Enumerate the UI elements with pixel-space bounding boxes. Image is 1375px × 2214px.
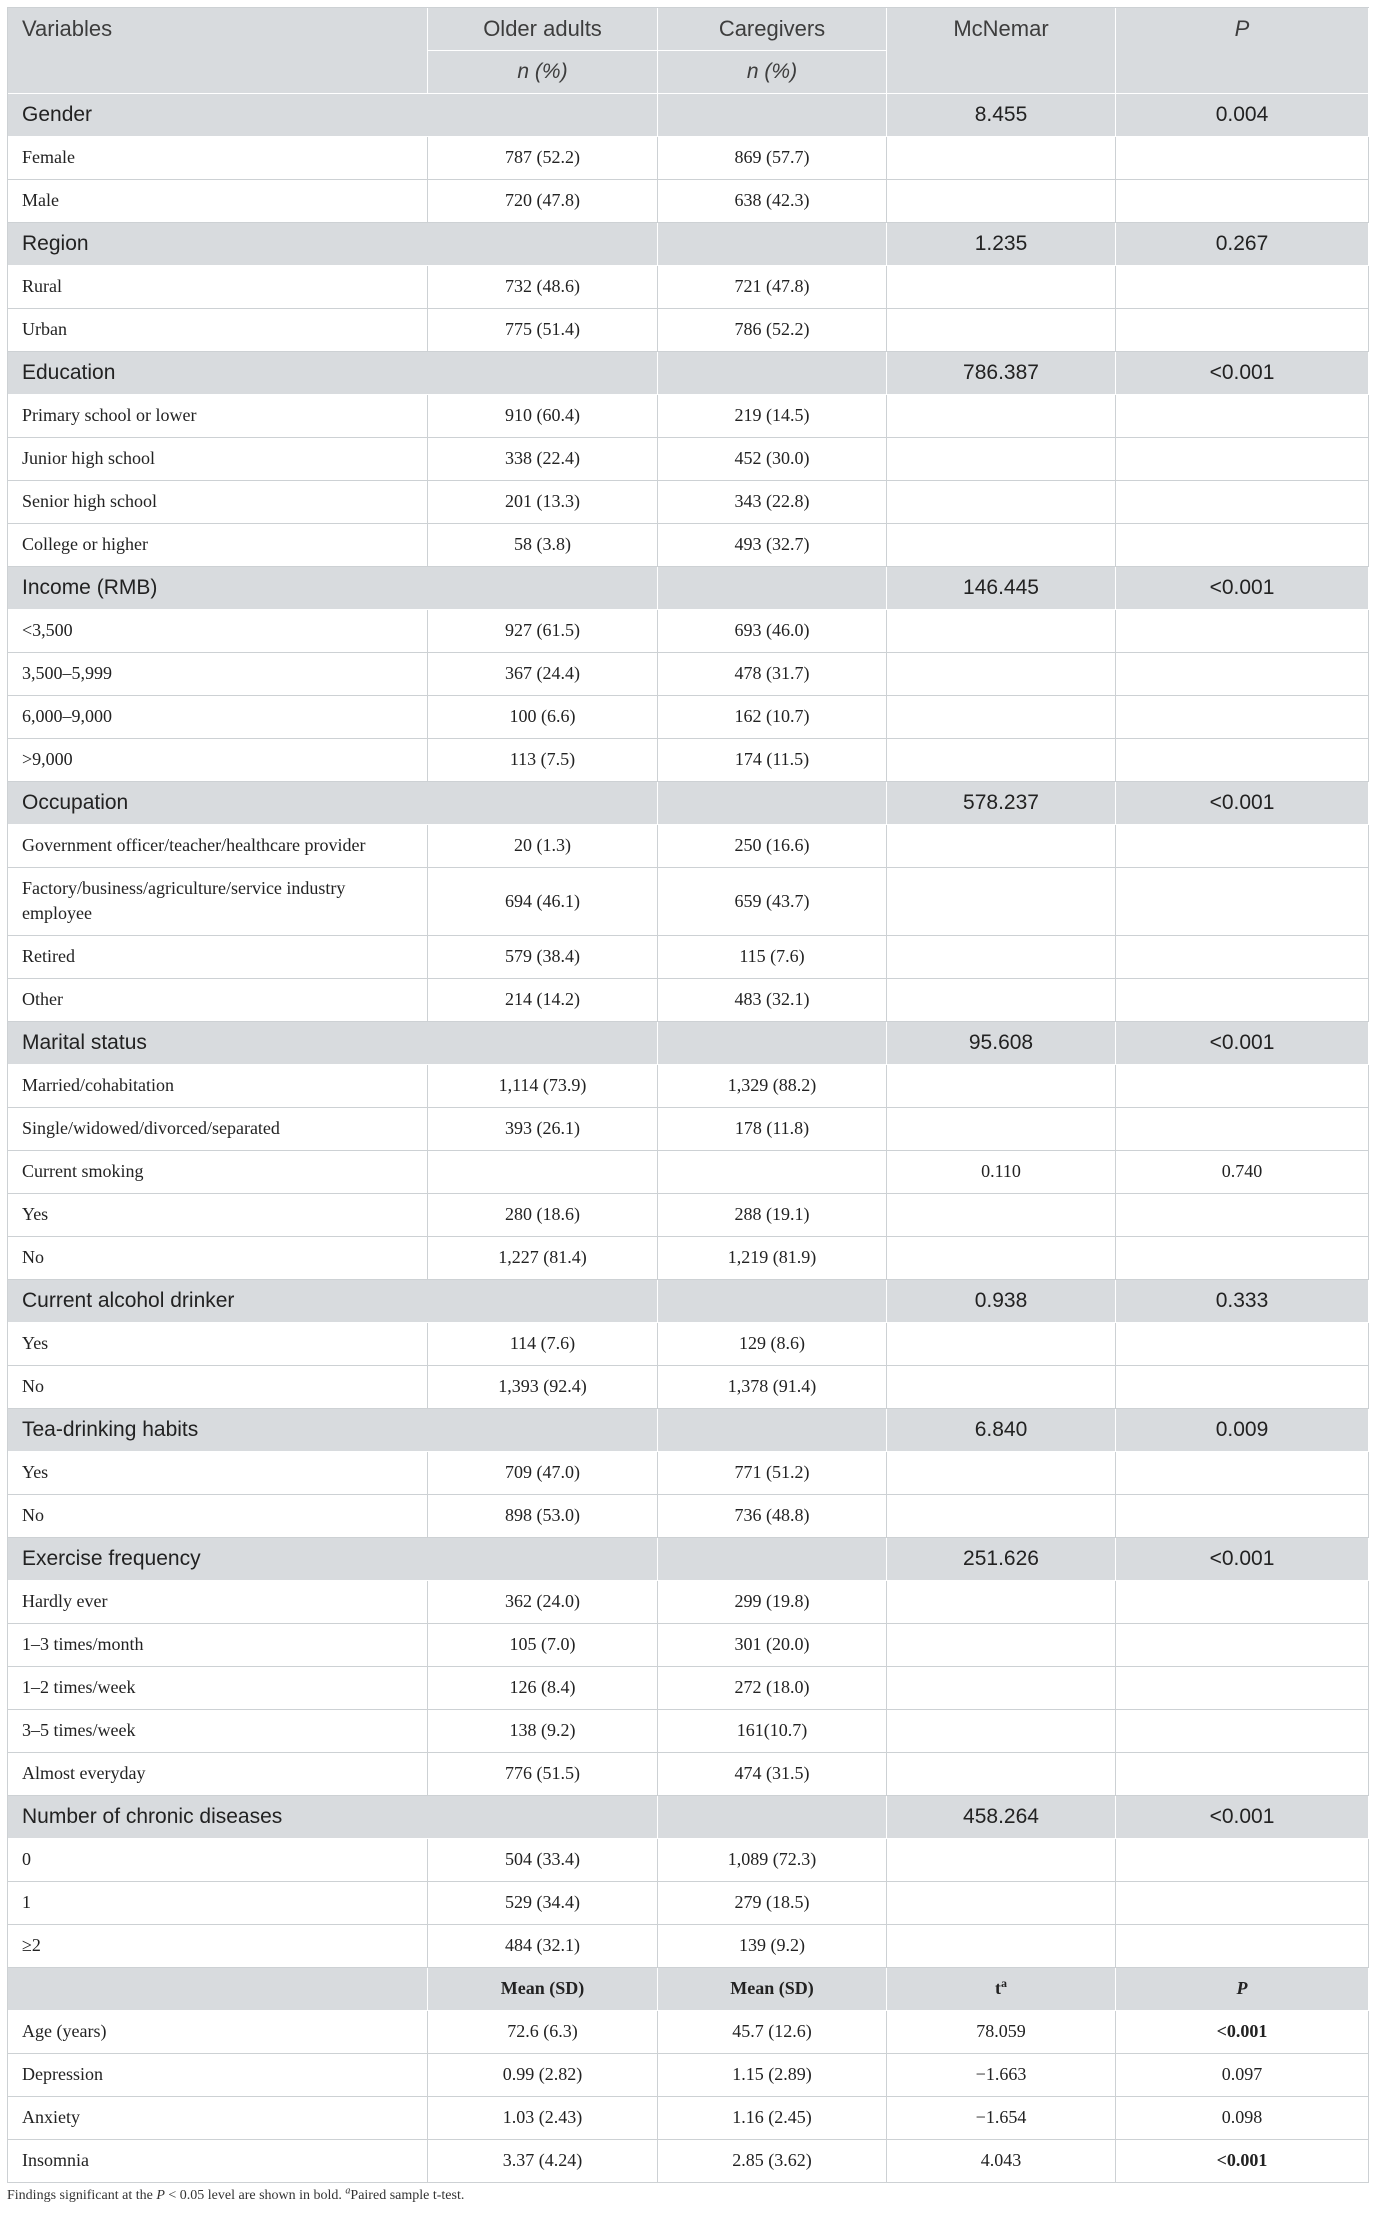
older-adults-value: 393 (26.1): [428, 1108, 658, 1151]
older-adults-value: 338 (22.4): [428, 438, 658, 481]
p-value: [1116, 266, 1369, 309]
older-adults-value: 367 (24.4): [428, 653, 658, 696]
older-adults-value: 1,114 (73.9): [428, 1065, 658, 1108]
table-row: [8, 2140, 1369, 2183]
caregivers-value: 659 (43.7): [658, 868, 887, 936]
p-value: [1116, 696, 1369, 739]
p-value: [1116, 936, 1369, 979]
p-value: [1116, 1452, 1369, 1495]
section-row: [8, 567, 1369, 610]
table-row: [8, 309, 1369, 352]
header-t-statistic: [887, 1968, 1116, 2011]
table-row: [8, 438, 1369, 481]
mcnemar-value: [887, 395, 1116, 438]
variable-label: 3–5 times/week: [8, 1710, 428, 1753]
t-statistic-value: 78.059: [887, 2011, 1116, 2054]
variable-label: 1–3 times/month: [8, 1624, 428, 1667]
table-row: [8, 1452, 1369, 1495]
table-row: [8, 2097, 1369, 2140]
table-row: [8, 739, 1369, 782]
p-value: <0.001: [1116, 1022, 1369, 1065]
p-value: <0.001: [1116, 352, 1369, 395]
variable-label: Retired: [8, 936, 428, 979]
variable-label: Yes: [8, 1194, 428, 1237]
older-adults-value: 776 (51.5): [428, 1753, 658, 1796]
mcnemar-value: [887, 180, 1116, 223]
table-row: [8, 1108, 1369, 1151]
t-statistic-footnote-mark: a: [1001, 1976, 1007, 1990]
p-value: <0.001: [1116, 1538, 1369, 1581]
caregivers-value: 1,329 (88.2): [658, 1065, 887, 1108]
table-row: [8, 653, 1369, 696]
table-footnote: [7, 2187, 1368, 2205]
older-adults-value: 720 (47.8): [428, 180, 658, 223]
older-adults-value: 113 (7.5): [428, 739, 658, 782]
section-label: Current alcohol drinker: [8, 1280, 658, 1323]
mcnemar-value: [887, 1065, 1116, 1108]
mcnemar-value: 458.264: [887, 1796, 1116, 1839]
section-label: Region: [8, 223, 658, 266]
mcnemar-value: [887, 309, 1116, 352]
older-adults-value: 126 (8.4): [428, 1667, 658, 1710]
variable-label: 3,500–5,999: [8, 653, 428, 696]
table-row: [8, 1882, 1369, 1925]
mcnemar-value: [887, 1366, 1116, 1409]
caregivers-value: 638 (42.3): [658, 180, 887, 223]
variable-label: Insomnia: [8, 2140, 428, 2183]
table-row: [8, 825, 1369, 868]
older-adults-value: 58 (3.8): [428, 524, 658, 567]
p-value: [1116, 524, 1369, 567]
header-row-main: [8, 8, 1369, 51]
table-row: [8, 1194, 1369, 1237]
variable-label: Yes: [8, 1323, 428, 1366]
older-adults-value: 138 (9.2): [428, 1710, 658, 1753]
table-row: [8, 1323, 1369, 1366]
empty-cell: [658, 782, 887, 825]
p-value: [1116, 1194, 1369, 1237]
empty-cell: [658, 567, 887, 610]
mcnemar-value: 6.840: [887, 1409, 1116, 1452]
table-row: [8, 1065, 1369, 1108]
variable-label: Rural: [8, 266, 428, 309]
table-row: [8, 1753, 1369, 1796]
t-statistic-value: −1.663: [887, 2054, 1116, 2097]
header-mcnemar: McNemar: [887, 8, 1116, 94]
variable-label: Almost everyday: [8, 1753, 428, 1796]
p-value: [1116, 137, 1369, 180]
p-value: [1116, 1882, 1369, 1925]
older-adults-value: 787 (52.2): [428, 137, 658, 180]
variable-label: Hardly ever: [8, 1581, 428, 1624]
section-row: [8, 782, 1369, 825]
header-older-adults-mean: Mean (SD): [428, 1968, 658, 2011]
p-value: [1116, 739, 1369, 782]
section-label: Marital status: [8, 1022, 658, 1065]
variable-label: >9,000: [8, 739, 428, 782]
older-adults-value: 694 (46.1): [428, 868, 658, 936]
mcnemar-value: [887, 137, 1116, 180]
footnote-p-symbol: P: [156, 2188, 165, 2203]
older-adults-value: 898 (53.0): [428, 1495, 658, 1538]
section-row: [8, 1538, 1369, 1581]
footnote-mark: a: [345, 2185, 351, 2197]
empty-cell: [658, 1280, 887, 1323]
caregivers-value: 161(10.7): [658, 1710, 887, 1753]
caregivers-value: 493 (32.7): [658, 524, 887, 567]
mcnemar-value: 786.387: [887, 352, 1116, 395]
p-value: <0.001: [1116, 2011, 1369, 2054]
empty-cell: [658, 94, 887, 137]
older-adults-value: 910 (60.4): [428, 395, 658, 438]
variable-label: 6,000–9,000: [8, 696, 428, 739]
mcnemar-value: 95.608: [887, 1022, 1116, 1065]
p-value: [1116, 1624, 1369, 1667]
caregivers-value: 343 (22.8): [658, 481, 887, 524]
demographics-table: [7, 7, 1369, 2183]
variable-label: No: [8, 1366, 428, 1409]
variable-label: No: [8, 1237, 428, 1280]
p-value: 0.333: [1116, 1280, 1369, 1323]
older-adults-value: 504 (33.4): [428, 1839, 658, 1882]
older-adults-value: 201 (13.3): [428, 481, 658, 524]
p-value: [1116, 653, 1369, 696]
p-value: [1116, 1366, 1369, 1409]
table-row: [8, 524, 1369, 567]
older-adults-value: 280 (18.6): [428, 1194, 658, 1237]
section-label: Gender: [8, 94, 658, 137]
older-adults-value: 72.6 (6.3): [428, 2011, 658, 2054]
header-older-adults-unit: n (%): [428, 51, 658, 94]
p-value: <0.001: [1116, 1796, 1369, 1839]
mcnemar-value: [887, 1237, 1116, 1280]
caregivers-value: 219 (14.5): [658, 395, 887, 438]
older-adults-value: 927 (61.5): [428, 610, 658, 653]
header-caregivers-unit: n (%): [658, 51, 887, 94]
older-adults-value: 20 (1.3): [428, 825, 658, 868]
mcnemar-value: [887, 868, 1116, 936]
empty-cell: [658, 352, 887, 395]
mcnemar-value: [887, 696, 1116, 739]
mcnemar-value: [887, 1882, 1116, 1925]
caregivers-value: 721 (47.8): [658, 266, 887, 309]
caregivers-value: 45.7 (12.6): [658, 2011, 887, 2054]
table-row: [8, 1624, 1369, 1667]
caregivers-value: 162 (10.7): [658, 696, 887, 739]
variable-label: Yes: [8, 1452, 428, 1495]
table-row: [8, 1839, 1369, 1882]
variable-label: 0: [8, 1839, 428, 1882]
p-value: [1116, 1108, 1369, 1151]
mcnemar-value: [887, 1323, 1116, 1366]
section-row: [8, 1280, 1369, 1323]
older-adults-value: 100 (6.6): [428, 696, 658, 739]
table-row: [8, 1925, 1369, 1968]
older-adults-value: 3.37 (4.24): [428, 2140, 658, 2183]
variable-label: Anxiety: [8, 2097, 428, 2140]
older-adults-value: 529 (34.4): [428, 1882, 658, 1925]
p-value: [1116, 1495, 1369, 1538]
p-value: [1116, 1323, 1369, 1366]
table-row: [8, 936, 1369, 979]
mcnemar-value: [887, 610, 1116, 653]
mcnemar-value: [887, 1581, 1116, 1624]
older-adults-value: 1,393 (92.4): [428, 1366, 658, 1409]
caregivers-value: 771 (51.2): [658, 1452, 887, 1495]
header-older-adults: Older adults: [428, 8, 658, 51]
table-row: [8, 137, 1369, 180]
variable-label: ≥2: [8, 1925, 428, 1968]
caregivers-value: [658, 1151, 887, 1194]
variable-label: 1: [8, 1882, 428, 1925]
variable-label: College or higher: [8, 524, 428, 567]
mcnemar-value: [887, 1925, 1116, 1968]
continuous-header-row: [8, 1968, 1369, 2011]
table-row: [8, 979, 1369, 1022]
mcnemar-value: [887, 481, 1116, 524]
caregivers-value: 1,219 (81.9): [658, 1237, 887, 1280]
variable-label: Depression: [8, 2054, 428, 2097]
header-p: P: [1116, 8, 1369, 94]
caregivers-value: 115 (7.6): [658, 936, 887, 979]
table-row: [8, 1237, 1369, 1280]
header-variables: Variables: [8, 8, 428, 94]
empty-cell: [658, 1538, 887, 1581]
caregivers-value: 452 (30.0): [658, 438, 887, 481]
p-value: 0.098: [1116, 2097, 1369, 2140]
section-label: Occupation: [8, 782, 658, 825]
mcnemar-value: 146.445: [887, 567, 1116, 610]
empty-cell: [658, 1796, 887, 1839]
section-label: Income (RMB): [8, 567, 658, 610]
caregivers-value: 1,378 (91.4): [658, 1366, 887, 1409]
variable-label: Married/cohabitation: [8, 1065, 428, 1108]
mcnemar-value: 8.455: [887, 94, 1116, 137]
variable-label: Male: [8, 180, 428, 223]
caregivers-value: 1.16 (2.45): [658, 2097, 887, 2140]
caregivers-value: 279 (18.5): [658, 1882, 887, 1925]
empty-cell: [658, 1022, 887, 1065]
p-value: [1116, 1065, 1369, 1108]
header-caregivers: Caregivers: [658, 8, 887, 51]
p-value: <0.001: [1116, 2140, 1369, 2183]
empty-cell: [658, 1409, 887, 1452]
p-value: [1116, 1237, 1369, 1280]
table-row: [8, 610, 1369, 653]
caregivers-value: 178 (11.8): [658, 1108, 887, 1151]
mcnemar-value: [887, 1667, 1116, 1710]
table-row: [8, 1366, 1369, 1409]
section-row: [8, 1796, 1369, 1839]
header-continuous-p: P: [1116, 1968, 1369, 2011]
mcnemar-value: [887, 524, 1116, 567]
variable-label: Age (years): [8, 2011, 428, 2054]
p-value: <0.001: [1116, 782, 1369, 825]
p-value: 0.097: [1116, 2054, 1369, 2097]
p-value: [1116, 825, 1369, 868]
mcnemar-value: [887, 739, 1116, 782]
p-value: 0.004: [1116, 94, 1369, 137]
table-row: [8, 180, 1369, 223]
older-adults-value: 1,227 (81.4): [428, 1237, 658, 1280]
caregivers-value: 301 (20.0): [658, 1624, 887, 1667]
caregivers-value: 139 (9.2): [658, 1925, 887, 1968]
caregivers-value: 1,089 (72.3): [658, 1839, 887, 1882]
variable-label: <3,500: [8, 610, 428, 653]
variable-label: Female: [8, 137, 428, 180]
older-adults-value: 114 (7.6): [428, 1323, 658, 1366]
variable-label: Government officer/teacher/healthcare provider: [8, 825, 428, 868]
caregivers-value: 299 (19.8): [658, 1581, 887, 1624]
p-value: 0.740: [1116, 1151, 1369, 1194]
caregivers-value: 250 (16.6): [658, 825, 887, 868]
mcnemar-value: 578.237: [887, 782, 1116, 825]
mcnemar-value: [887, 438, 1116, 481]
footnote-note: Paired sample t-test.: [350, 2188, 465, 2203]
caregivers-value: 288 (19.1): [658, 1194, 887, 1237]
mcnemar-value: [887, 1495, 1116, 1538]
older-adults-value: 1.03 (2.43): [428, 2097, 658, 2140]
older-adults-value: 579 (38.4): [428, 936, 658, 979]
section-row: [8, 223, 1369, 266]
table-row: [8, 395, 1369, 438]
variable-label: Current smoking: [8, 1151, 428, 1194]
caregivers-value: 272 (18.0): [658, 1667, 887, 1710]
variable-label: Factory/business/agriculture/service industry employee: [8, 868, 428, 936]
caregivers-value: 129 (8.6): [658, 1323, 887, 1366]
p-value: 0.267: [1116, 223, 1369, 266]
p-value: [1116, 610, 1369, 653]
older-adults-value: 214 (14.2): [428, 979, 658, 1022]
table-row: [8, 266, 1369, 309]
mcnemar-value: [887, 1194, 1116, 1237]
table-row: [8, 1667, 1369, 1710]
caregivers-value: 174 (11.5): [658, 739, 887, 782]
caregivers-value: 478 (31.7): [658, 653, 887, 696]
p-value: [1116, 979, 1369, 1022]
demographics-table-container: [7, 7, 1368, 2183]
mcnemar-value: [887, 936, 1116, 979]
mcnemar-value: 251.626: [887, 1538, 1116, 1581]
table-row: [8, 868, 1369, 936]
table-row: [8, 1710, 1369, 1753]
p-value: [1116, 1839, 1369, 1882]
p-value: 0.009: [1116, 1409, 1369, 1452]
mcnemar-value: 0.110: [887, 1151, 1116, 1194]
caregivers-value: 869 (57.7): [658, 137, 887, 180]
older-adults-value: 362 (24.0): [428, 1581, 658, 1624]
table-row: [8, 481, 1369, 524]
table-row: [8, 2011, 1369, 2054]
older-adults-value: 732 (48.6): [428, 266, 658, 309]
p-value: [1116, 395, 1369, 438]
older-adults-value: 0.99 (2.82): [428, 2054, 658, 2097]
table-row: [8, 696, 1369, 739]
p-value: [1116, 481, 1369, 524]
mcnemar-value: [887, 1710, 1116, 1753]
older-adults-value: [428, 1151, 658, 1194]
mcnemar-value: [887, 1839, 1116, 1882]
older-adults-value: 484 (32.1): [428, 1925, 658, 1968]
table-header: [8, 8, 1369, 94]
caregivers-value: 483 (32.1): [658, 979, 887, 1022]
caregivers-value: 1.15 (2.89): [658, 2054, 887, 2097]
p-value: [1116, 1667, 1369, 1710]
caregivers-value: 2.85 (3.62): [658, 2140, 887, 2183]
section-row: [8, 1409, 1369, 1452]
variable-label: Junior high school: [8, 438, 428, 481]
p-value: [1116, 1925, 1369, 1968]
section-label: Education: [8, 352, 658, 395]
variable-label: No: [8, 1495, 428, 1538]
table-row: [8, 2054, 1369, 2097]
section-label: Exercise frequency: [8, 1538, 658, 1581]
mcnemar-value: [887, 979, 1116, 1022]
table-body: [8, 94, 1369, 2183]
t-statistic-symbol: t: [995, 1978, 1001, 1998]
p-value: [1116, 438, 1369, 481]
caregivers-value: 474 (31.5): [658, 1753, 887, 1796]
p-value: [1116, 1581, 1369, 1624]
caregivers-value: 736 (48.8): [658, 1495, 887, 1538]
mcnemar-value: [887, 1452, 1116, 1495]
mcnemar-value: [887, 1108, 1116, 1151]
variable-label: Other: [8, 979, 428, 1022]
mcnemar-value: 1.235: [887, 223, 1116, 266]
mcnemar-value: [887, 653, 1116, 696]
p-value: <0.001: [1116, 567, 1369, 610]
p-value: [1116, 1710, 1369, 1753]
variable-label: Primary school or lower: [8, 395, 428, 438]
section-row: [8, 352, 1369, 395]
t-statistic-value: −1.654: [887, 2097, 1116, 2140]
section-label: Tea-drinking habits: [8, 1409, 658, 1452]
variable-label: Single/widowed/divorced/separated: [8, 1108, 428, 1151]
header-caregivers-mean: Mean (SD): [658, 1968, 887, 2011]
mcnemar-value: [887, 1624, 1116, 1667]
mcnemar-value: 0.938: [887, 1280, 1116, 1323]
t-statistic-value: 4.043: [887, 2140, 1116, 2183]
section-label: Number of chronic diseases: [8, 1796, 658, 1839]
table-row: [8, 1581, 1369, 1624]
empty-cell: [8, 1968, 428, 2011]
older-adults-value: 775 (51.4): [428, 309, 658, 352]
older-adults-value: 709 (47.0): [428, 1452, 658, 1495]
section-row: [8, 94, 1369, 137]
variable-label: Urban: [8, 309, 428, 352]
variable-label: 1–2 times/week: [8, 1667, 428, 1710]
mcnemar-value: [887, 1753, 1116, 1796]
table-row: [8, 1151, 1369, 1194]
p-value: [1116, 309, 1369, 352]
mcnemar-value: [887, 266, 1116, 309]
section-row: [8, 1022, 1369, 1065]
table-row: [8, 1495, 1369, 1538]
footnote-lead: Findings significant at the: [7, 2188, 153, 2203]
mcnemar-value: [887, 825, 1116, 868]
caregivers-value: 786 (52.2): [658, 309, 887, 352]
empty-cell: [658, 223, 887, 266]
caregivers-value: 693 (46.0): [658, 610, 887, 653]
p-value: [1116, 1753, 1369, 1796]
p-value: [1116, 180, 1369, 223]
p-value: [1116, 868, 1369, 936]
variable-label: Senior high school: [8, 481, 428, 524]
footnote-rest: < 0.05 level are shown in bold.: [168, 2188, 342, 2203]
older-adults-value: 105 (7.0): [428, 1624, 658, 1667]
